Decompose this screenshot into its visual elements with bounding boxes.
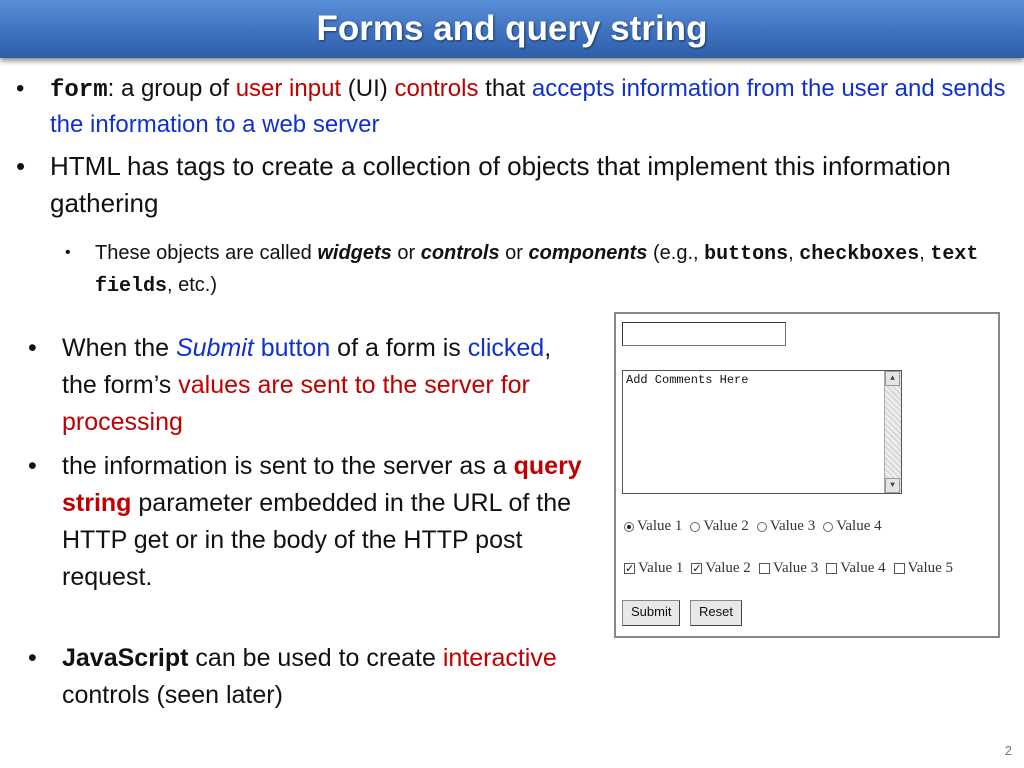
scroll-up-arrow-icon[interactable]: ▲ [885,371,900,386]
radio-button-icon[interactable] [757,522,767,532]
text-span: , etc.) [167,274,218,296]
bullet-text: HTML has tags to create a collection of objects that implement this information gathering [50,151,951,218]
bullet-submit-click [28,330,592,441]
scroll-down-arrow-icon[interactable]: ▼ [885,478,900,493]
submit-term: Submit [175,334,254,362]
clicked-term: clicked [467,334,545,362]
bullet-dot-icon: • [28,644,37,672]
checkbox-label: Value 3 [772,560,819,576]
text-span: These objects are called [95,242,318,264]
checkbox-label: Value 5 [907,560,954,576]
interactive-term: interactive [442,644,557,672]
components-term: components [528,242,648,264]
text-span: , [788,242,800,264]
checkbox-label: Value 1 [638,560,684,576]
text-span: (e.g., [647,242,705,264]
checkbox-icon[interactable] [759,563,770,574]
checkbox-label: Value 4 [840,560,886,576]
checkbox-option-5[interactable] [894,560,953,577]
text-span: or [391,242,421,264]
radio-option-3[interactable] [757,518,815,535]
title-bar [0,0,1024,58]
query-string-term: query string [62,452,582,517]
widgets-term: widgets [317,242,392,264]
checkbox-icon[interactable] [894,563,905,574]
bullet-dot-icon: • [16,75,25,102]
buttons-code: buttons [704,243,789,266]
checkbox-option-2[interactable] [691,560,750,577]
radio-button-icon[interactable] [624,522,634,532]
bullet-form-definition [16,72,1020,142]
submit-button[interactable]: Submit [622,600,680,626]
controls-term: controls [420,242,500,264]
comments-textarea[interactable] [622,370,902,494]
javascript-term: JavaScript [62,644,189,672]
text-span: , the form’s [62,334,552,399]
checkbox-label: Value 2 [705,560,751,576]
radio-option-2[interactable] [690,518,748,535]
text-span: parameter embedded in the URL of the HTTP get or in the body of the HTTP post request. [62,489,572,591]
radio-button-icon[interactable] [690,522,700,532]
checkbox-group [624,560,953,577]
radio-label: Value 1 [637,518,683,534]
radio-group [624,518,882,535]
form-keyword: form [50,77,108,104]
radio-option-1[interactable] [624,518,682,535]
text-span: When the [62,334,176,362]
page-number: 2 [1004,743,1012,758]
bullet-html-tags [16,148,1020,222]
text-field[interactable] [622,322,786,346]
bullet-dot-icon: • [28,334,37,362]
checkbox-checked-icon[interactable]: ✓ [692,562,702,575]
text-span: of a form is [330,334,468,362]
values-sent-text: values are sent to the server for processing [62,371,530,436]
radio-label: Value 2 [703,518,749,534]
checkbox-option-4[interactable] [826,560,885,577]
text-span: (UI) [341,75,395,102]
text-span: , [919,242,931,264]
radio-label: Value 4 [836,518,882,534]
text-span: can be used to create [188,644,443,672]
textarea-scrollbar[interactable] [884,371,901,493]
text-span: the information is sent to the server as a [62,452,514,480]
bullet-javascript [28,640,592,714]
controls-term: controls [394,75,479,102]
checkbox-option-3[interactable] [759,560,818,577]
bullet-query-string [28,448,592,596]
bullet-dot-icon: • [28,452,37,480]
text-span: controls (seen later) [62,681,283,709]
bullet-dot-icon: • [16,151,26,181]
reset-button[interactable]: Reset [690,600,742,626]
checkbox-icon[interactable] [826,563,837,574]
textarea-content: Add Comments Here [626,373,749,387]
user-input-term: user input [235,75,342,102]
radio-label: Value 3 [769,518,816,534]
bullet-dot-icon: • [65,244,71,261]
sub-bullet-widgets [65,238,995,302]
text-span: : a group of [107,75,236,102]
text-span: that [478,75,532,102]
radio-button-icon[interactable] [823,522,833,532]
slide-title: Forms and query string [316,9,708,48]
checkboxes-code: checkboxes [799,243,920,266]
form-example-screenshot [614,312,1000,638]
button-term: button [253,334,331,362]
radio-option-4[interactable] [823,518,881,535]
checkbox-option-1[interactable] [624,560,683,577]
text-fields-code: text fields [95,243,979,298]
checkbox-checked-icon[interactable]: ✓ [625,562,635,575]
form-purpose-text: accepts information from the user and sends the information to a web server [50,75,1006,138]
text-span: or [499,242,529,264]
